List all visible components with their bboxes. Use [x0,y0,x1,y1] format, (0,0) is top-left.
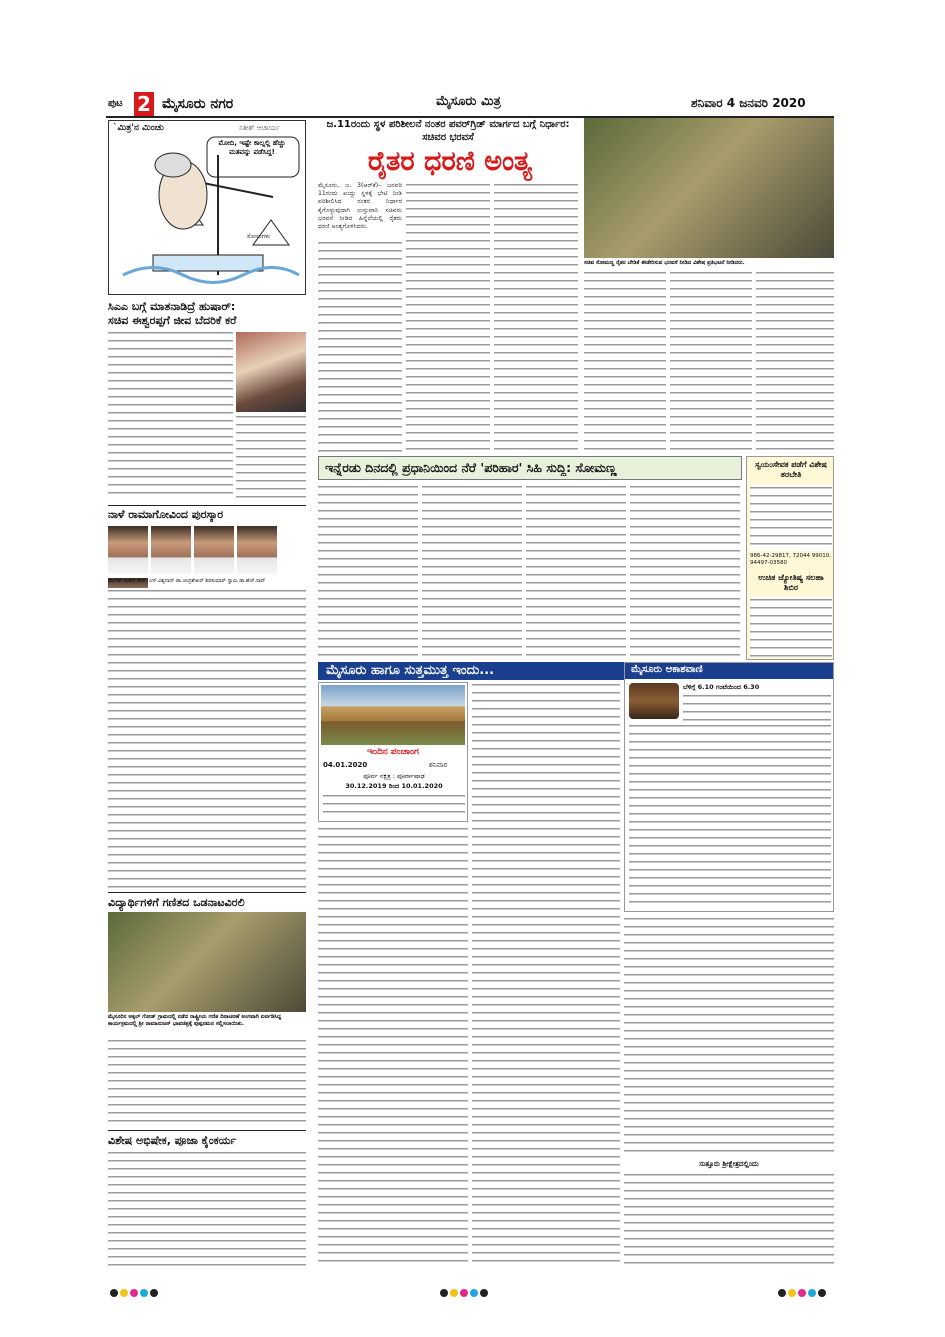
registration-marks-right [778,1282,858,1292]
lead-kicker: ಜ.11ರಂದು ಸ್ಥಳ ಪರಿಶೀಲನೆ ನಂತರ ಪವರ್‌ಗ್ರಿಡ್ ಮಾರ್ಗದ ಬಗ್ಗೆ ನಿರ್ಧಾರ: ಸಚಿವರ ಭರವಸೆ [326,119,570,143]
story3-headline: ಇನ್ನೆರಡು ದಿನದಲ್ಲಿ ಪ್ರಧಾನಿಯಿಂದ ನೆರೆ 'ಪರಿಹಾರ' ಸಿಹಿ ಸುದ್ದಿ: ಸೋಮಣ್ಣ [325,460,617,475]
story6-headline: ವಿಶೇಷ ಅಭಿಷೇಕ, ಪೂಜಾ ಕೈಂಕರ್ಯ [108,1134,237,1147]
story4-caption: ಹಾಲೇಶ್ ಶಂಕರ್ ಹೆಚ್. ಎಸ್.ವಿಶ್ವನಾಥ್ ಡಾ.ಚಂದ್ರಶೇಖರ್ ಶಿವಕುಮಾರ್ ಸ್ವಾಮಿ ಡಾ.ಹೆಚ್.ರಾವ್ [108,578,266,584]
lead-body-2 [406,182,490,452]
story3-body-2 [422,484,522,660]
sidebar-panel [746,456,834,660]
panchanga-day: ಶನಿವಾರ [429,761,448,769]
events-body-2 [472,682,620,1266]
cartoon-drawing [113,135,301,291]
story3-body-1 [318,484,418,660]
radio-icon [629,683,679,719]
cartoon-title: `ಮಿತ್ರ'ನ ಮಿಂಚು [113,123,164,133]
cartoon-tag: ಸೋಲುಗಳು [247,233,271,240]
lead-body-5 [670,270,752,452]
rule-story4 [108,505,306,506]
panchanga-nakshatra: ಪೂರ್ವ ನಕ್ಷತ್ರ : ಪೂರ್ವಾಷಾಢ [363,772,425,780]
events-banner-text: ಮೈಸೂರು ಹಾಗೂ ಸುತ್ತಮುತ್ತ ಇಂದು... [326,663,495,678]
panchanga-range: 30.12.2019 ರಿಂದ 10.01.2020 [345,782,443,790]
story2-headline: ಸಿಎಎ ಬಗ್ಗೆ ಮಾತನಾಡಿದ್ರೆ ಹುಷಾರ್: [108,300,236,313]
events-body-4 [624,1172,834,1266]
cartoon-artist: ಸತೀಶ್ ಆಚಾರ್ಯ [239,124,280,132]
lead-body-6 [756,270,834,452]
portrait-2 [151,526,191,574]
panchanga-date: 04.01.2020 [323,761,368,769]
portrait-3 [194,526,234,574]
story5-headline: ವಿದ್ಯಾರ್ಥಿಗಳಿಗೆ ಗಣಿತದ ಒಡನಾಟವಿರಲಿ [108,896,245,909]
lead-body-4 [584,270,666,452]
story5-caption: ಮೈಸೂರಿನ ಅಕ್ಕಲ್ ಗೋಡ್ ಗ್ರಾಮದಲ್ಲಿ ನಡೆದ ರಾಷ್ಟ್ರೀಯ ಗಣಿತ ದಿನಾಚರಣೆ ಅಂಗವಾಗಿ ಏರ್ಪಡಿಸಿದ್ದ ಕಾರ್ಯಕ್ರಮದಲ್ಲಿ ಶ್ರೀ ರಾಮಾನುಜನ್ ಭಾವಚಿತ್ರಕ್ಕೆ ಪುಷ್ಪನಮನ ಸಲ್ಲಿಸಲಾಯಿತು. [108,1014,282,1027]
page-label: ಪುಟ [108,98,123,109]
lead-byline: ಮೈಸೂರು, ಜ. 3(ಆರ್‌ಕೆ)– ಜನವರಿ 11ರಂದು ಖುದ್ದು ಸ್ಥಳಕ್ಕೆ ಭೇಟಿ ನೀಡಿ ಪರಿಶೀಲಿಸಿದ ನಂತರ ನಿರ್ಧಾರ ಕೈಗೊಳ್ಳುವುದಾಗಿ ಉಸ್ತುವಾರಿ ಸಚಿವರು ಭರವಸೆ ನೀಡಿದ ಹಿನ್ನೆಲೆಯಲ್ಲಿ ರೈತರು ಧರಣಿ ಅಂತ್ಯಗೊಳಿಸಿದರು. [318,182,402,231]
sidebar-title: ಸ್ವಯಂಸೇವಕ ಪಡೆಗೆ ವಿಶೇಷ ತರಬೇತಿ [755,460,827,479]
rule-story6 [108,1130,306,1131]
events-body-1 [318,826,468,1266]
page-number: 2 [134,92,154,116]
radio-title-bar [625,663,833,679]
story2-subhead: ಸಚಿವ ಈಶ್ವರಪ್ಪಗೆ ಜೀವ ಬೆದರಿಕೆ ಕರೆ [108,314,237,327]
panchanga-panel [318,682,468,822]
cartoon-speech: ಮೋದಿ, ಇಷ್ಟೇ ಕಾಲ್ನಲ್ಲಿ ಹೆಚ್ಚು ಮತವನ್ನು ಪಡೆಸಿದ್ದ! [218,139,286,156]
story2-photo [236,332,306,412]
events-body-3 [624,916,834,1156]
story5-photo [108,912,306,1012]
story2-body [108,330,233,500]
cartoon-box [108,120,306,295]
story3-body-3 [526,484,626,660]
events-footer-note: ಸುತ್ತೂರು ಶ್ರೀಕ್ಷೇತ್ರದಲ್ಲಿಂದು [699,1160,759,1168]
story2-body-2 [236,414,306,500]
astro-body [750,597,832,657]
issue-date: ಶನಿವಾರ 4 ಜನವರಿ 2020 [691,96,806,110]
registration-marks-center [440,1282,520,1292]
radio-title: ಮೈಸೂರು ಆಕಾಶವಾಣಿ [631,664,703,675]
palace-photo [321,685,465,745]
radio-panel [624,662,834,912]
story3-headline-bar [318,456,742,480]
lead-body-1 [318,240,402,452]
story4-portraits [108,526,313,576]
radio-schedule [683,693,831,721]
story4-headline: ನಾಳೆ ರಾಮಾಗೋವಿಂದ ಪುರಸ್ಕಾರ [108,508,224,521]
story3-body-4 [630,484,740,660]
story6-body [108,1150,306,1268]
portrait-1 [108,526,148,574]
story4-body [108,588,306,888]
masthead: ಮೈಸೂರು ಮಿತ್ರ [436,94,501,109]
lead-headline: ರೈತರ ಧರಣಿ ಅಂತ್ಯ [367,146,533,177]
portrait-4 [237,526,277,574]
sidebar-phones: 986-42-29817, 72044 99010, 94497-03580 [750,553,831,566]
rule-story5 [108,892,306,893]
panchanga-title: ಇಂದಿನ ಪಂಚಾಂಗ [367,747,419,757]
registration-marks-left [110,1282,190,1292]
story5-body [108,1038,306,1126]
sidebar-body [750,485,832,551]
radio-schedule-2 [629,723,831,909]
lead-photo-caption: ಸಚಿವ ಸೋಮಣ್ಣ ರೈತರ ಬೇಡಿಕೆ ಈಡೇರಿಸುವ ಭರವಸೆ ನೀಡಿದ ವಿಶೇಷ ಪ್ರತಿಭಟನೆ ನೀಡಿದರು. [584,260,745,266]
astro-title: ಉಚಿತ ಜ್ಯೋತಿಷ್ಯ ಸಲಹಾ ಶಿಬಿರ [758,573,824,592]
lead-body-3 [494,182,578,452]
lead-photo [584,118,834,258]
panchanga-body [323,793,465,819]
section-title: ಮೈಸೂರು ನಗರ [162,96,234,112]
page-header [106,94,834,116]
radio-freq: ಬೆಳಿಗ್ಗೆ 6.10 ಗಂಟೆಯಿಂದ 6.30 [683,683,760,691]
